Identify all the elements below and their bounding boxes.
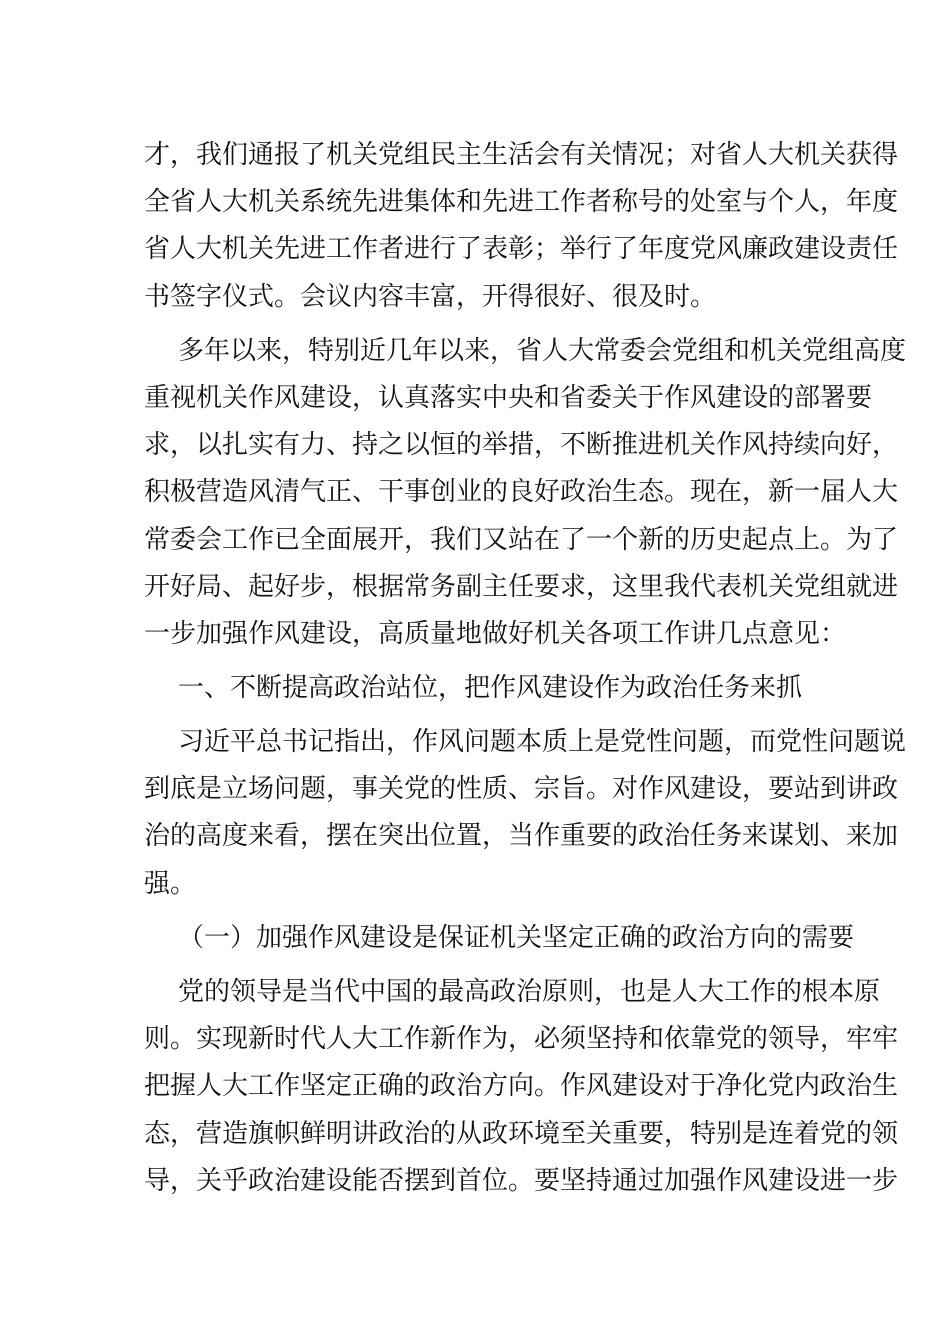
text-line: 把握人大工作坚定正确的政治方向。作风建设对于净化党内政治生 — [144, 1071, 899, 1101]
text-line: 强。 — [144, 869, 197, 899]
text-line: 则。实现新时代人大工作新作为，必须坚持和依靠党的领导，牢牢 — [144, 1024, 899, 1054]
subsection-heading: （一）加强作风建设是保证机关坚定正确的政治方向的需要 — [178, 923, 855, 953]
text-line: 习近平总书记指出，作风问题本质上是党性问题，而党性问题说 — [178, 727, 907, 757]
text-line: 治的高度来看，摆在突出位置，当作重要的政治任务来谋划、来加 — [144, 821, 899, 851]
text-line: 省人大机关先进工作者进行了表彰；举行了年度党风廉政建设责任 — [144, 234, 899, 264]
text-line: 党的领导是当代中国的最高政治原则，也是人大工作的根本原 — [178, 977, 881, 1007]
text-line: 态，营造旗帜鲜明讲政治的从政环境至关重要，特别是连着党的领 — [144, 1119, 899, 1149]
text-line: 多年以来，特别近几年以来，省人大常委会党组和机关党组高度 — [178, 336, 907, 366]
text-line: 书签字仪式。会议内容丰富，开得很好、很及时。 — [144, 282, 717, 312]
text-line: 全省人大机关系统先进集体和先进工作者称号的处室与个人，年度 — [144, 187, 899, 217]
text-line: 一步加强作风建设，高质量地做好机关各项工作讲几点意见： — [144, 619, 847, 649]
text-line: 积极营造风清气正、干事创业的良好政治生态。现在，新一届人大 — [144, 477, 899, 507]
text-line: 才，我们通报了机关党组民主生活会有关情况；对省人大机关获得 — [144, 140, 899, 170]
text-line: 求，以扎实有力、持之以恒的举措，不断推进机关作风持续向好， — [144, 430, 899, 460]
section-heading: 一、不断提高政治站位，把作风建设作为政治任务来抓 — [178, 673, 803, 703]
text-line: 开好局、起好步，根据常务副主任要求，这里我代表机关党组就进 — [144, 572, 899, 602]
text-line: 常委会工作已全面展开，我们又站在了一个新的历史起点上。为了 — [144, 525, 899, 555]
text-line: 到底是立场问题，事关党的性质、宗旨。对作风建设，要站到讲政 — [144, 774, 899, 804]
text-line: 重视机关作风建设，认真落实中央和省委关于作风建设的部署要 — [144, 383, 873, 413]
text-line: 导，关乎政治建设能否摆到首位。要坚持通过加强作风建设进一步 — [144, 1166, 899, 1196]
